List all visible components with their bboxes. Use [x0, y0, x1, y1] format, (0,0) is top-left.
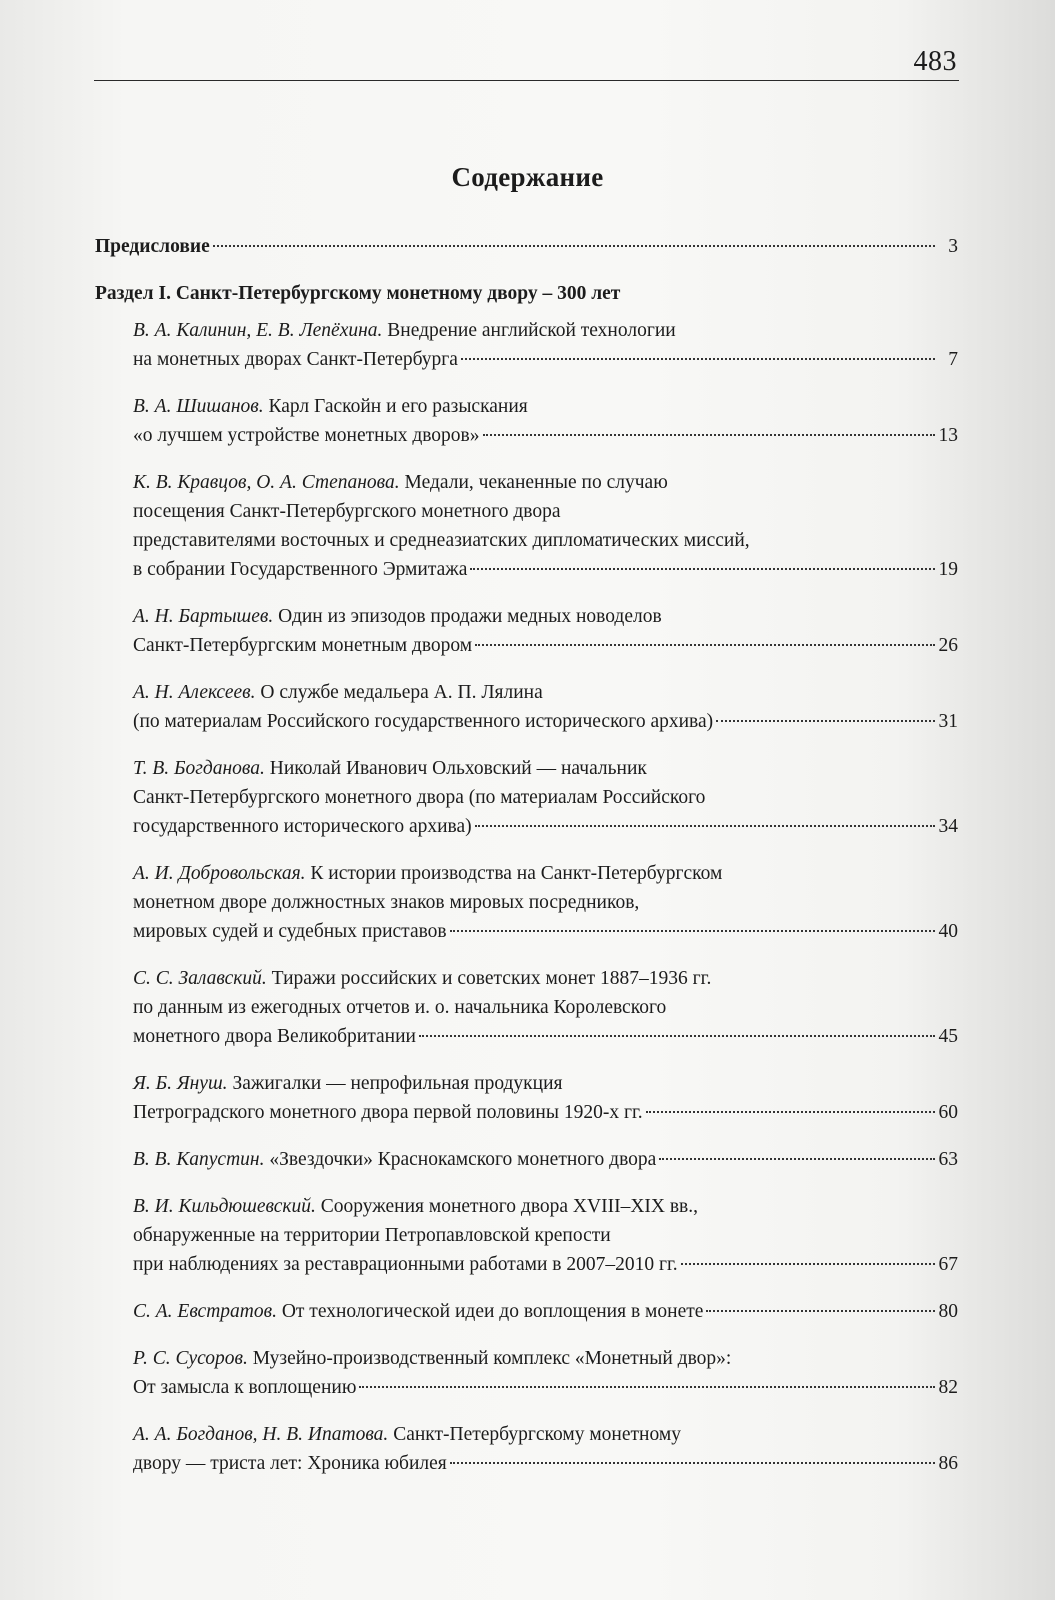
- preface-label: Предисловие: [95, 236, 210, 257]
- toc-entry-line: [133, 888, 958, 917]
- toc-entry-title: Сооружения монетного двора XVIII–XIX вв.,: [320, 1196, 699, 1217]
- toc-entry-title: мировых судей и судебных приставов: [133, 921, 447, 942]
- toc-entry-author: К. В. Кравцов, О. А. Степанова.: [133, 472, 400, 493]
- preface-page: 3: [948, 236, 958, 257]
- toc-entry[interactable]: [95, 1192, 958, 1279]
- toc-entry-line: [133, 783, 958, 812]
- toc-entry-author: Р. С. Сусоров.: [133, 1348, 248, 1369]
- toc-entry-line: [133, 1221, 958, 1250]
- dot-leader: [475, 825, 935, 827]
- toc-entry-title: монетном дворе должностных знаков мировых посредников,: [133, 892, 640, 913]
- toc-entry-title: О службе медальера А. П. Лялина: [260, 682, 543, 703]
- toc-entry-title: «о лучшем устройстве монетных дворов»: [133, 425, 480, 446]
- toc-entry-line: [133, 497, 958, 526]
- toc-entry-author: С. С. Залавский.: [133, 968, 267, 989]
- toc-entry-title: Санкт-Петербургскому монетному: [393, 1424, 681, 1445]
- toc-entry-page: 31: [938, 711, 958, 732]
- toc-entry-line: [133, 859, 958, 888]
- toc-entry-title: Санкт-Петербургским монетным двором: [133, 635, 473, 656]
- toc-entry[interactable]: [95, 859, 958, 946]
- toc-entry-line: [133, 1449, 958, 1478]
- page-title: Содержание: [451, 162, 604, 192]
- toc-entry-page: 82: [938, 1377, 958, 1398]
- toc-entry-title: К истории производства на Санкт-Петербургском: [310, 863, 723, 884]
- toc-entry-author: Т. В. Богданова.: [133, 758, 265, 779]
- dot-leader: [716, 720, 935, 722]
- toc-entry-title: Музейно-производственный комплекс «Монетный двор»:: [252, 1348, 732, 1369]
- header-rule: [94, 80, 959, 81]
- page-number: 483: [913, 46, 957, 77]
- toc-entry-author: А. Н. Алексеев.: [133, 682, 256, 703]
- toc-entry-line: [133, 1098, 958, 1127]
- toc-entry-title: Петроградского монетного двора первой половины 1920-х гг.: [133, 1102, 643, 1123]
- toc-entry-line: [133, 1145, 958, 1174]
- toc-entry-line: [133, 1022, 958, 1051]
- dot-leader: [475, 644, 935, 646]
- toc-entry-line: [133, 993, 958, 1022]
- toc-entry-page: 19: [938, 559, 958, 580]
- dot-leader: [359, 1386, 935, 1388]
- dot-leader: [706, 1310, 935, 1312]
- toc-entry-author: Я. Б. Януш.: [133, 1073, 228, 1094]
- toc-entry-line: [133, 678, 958, 707]
- toc-entry[interactable]: [95, 1069, 958, 1127]
- toc-entry-author: С. А. Евстратов.: [133, 1301, 277, 1322]
- toc-entry-title: От технологической идеи до воплощения в монете: [281, 1301, 704, 1322]
- toc-entry-line: [133, 526, 958, 555]
- toc-entry-page: 80: [938, 1301, 958, 1322]
- toc-entry-author: В. В. Капустин.: [133, 1149, 265, 1170]
- toc-entry-author: В. И. Кильдюшевский.: [133, 1196, 316, 1217]
- toc-entry-line: [133, 1344, 958, 1373]
- toc-entry-title: на монетных дворах Санкт-Петербурга: [133, 349, 458, 370]
- toc-entry-title: От замысла к воплощению: [133, 1377, 357, 1398]
- toc-entry-title: «Звездочки» Краснокамского монетного двора: [269, 1149, 657, 1170]
- toc-entry-line: [133, 1069, 958, 1098]
- toc-preface[interactable]: [95, 232, 958, 261]
- toc-entry-title: при наблюдениях за реставрационными работами в 2007–2010 гг.: [133, 1254, 678, 1275]
- toc-entry-line: [133, 812, 958, 841]
- toc-entry-page: 67: [938, 1254, 958, 1275]
- toc-entry-author: А. И. Добровольская.: [133, 863, 306, 884]
- toc-entry-line: [133, 1420, 958, 1449]
- dot-leader: [419, 1035, 935, 1037]
- toc-entry-page: 45: [938, 1026, 958, 1047]
- toc-entry-page: 40: [938, 921, 958, 942]
- toc-entry-title: монетного двора Великобритании: [133, 1026, 416, 1047]
- toc-entry-line: [133, 345, 958, 374]
- toc-entry-line: [133, 1192, 958, 1221]
- toc-entry-title: обнаруженные на территории Петропавловской крепости: [133, 1225, 611, 1246]
- toc-entry-title: в собрании Государственного Эрмитажа: [133, 559, 468, 580]
- toc-entry-line: [133, 468, 958, 497]
- toc-entry-author: А. А. Богданов, Н. В. Ипатова.: [133, 1424, 389, 1445]
- toc-entry-line: [133, 421, 958, 450]
- dot-leader: [681, 1263, 935, 1265]
- toc-entry-line: [133, 1373, 958, 1402]
- toc-entry-line: [133, 754, 958, 783]
- dot-leader: [461, 358, 935, 360]
- dot-leader: [470, 568, 935, 570]
- toc-entry[interactable]: [95, 1297, 958, 1326]
- toc-entry-title: представителями восточных и среднеазиатских дипломатических миссий,: [133, 530, 750, 551]
- dot-leader: [450, 1462, 935, 1464]
- toc-entry-line: [133, 316, 958, 345]
- toc-entry[interactable]: [95, 468, 958, 584]
- toc-entry-title: Николай Иванович Ольховский — начальник: [269, 758, 647, 779]
- toc-entry[interactable]: [95, 602, 958, 660]
- toc-entry-title: по данным из ежегодных отчетов и. о. начальника Королевского: [133, 997, 667, 1018]
- dot-leader: [659, 1158, 935, 1160]
- toc-entry-line: [133, 964, 958, 993]
- toc-entry-title: двору — триста лет: Хроника юбилея: [133, 1453, 447, 1474]
- toc-entry[interactable]: [95, 1420, 958, 1478]
- toc-entry-title: Санкт-Петербургского монетного двора (по материалам Российского: [133, 787, 706, 808]
- dot-leader: [213, 245, 935, 247]
- toc-entry-line: [133, 602, 958, 631]
- section-label: Раздел I. Санкт-Петербургскому монетному двору – 300 лет: [95, 283, 621, 304]
- toc-entry-page: 63: [938, 1149, 958, 1170]
- toc-entry-title: Один из эпизодов продажи медных новоделов: [278, 606, 662, 627]
- table-of-contents: [95, 232, 958, 1496]
- toc-entry-title: посещения Санкт-Петербургского монетного двора: [133, 501, 561, 522]
- toc-section-heading: [95, 279, 958, 308]
- toc-entry-line: [133, 392, 958, 421]
- toc-entry-line: [133, 555, 958, 584]
- toc-entry-title: Медали, чеканенные по случаю: [404, 472, 668, 493]
- toc-entry-author: А. Н. Бартышев.: [133, 606, 274, 627]
- toc-entry-page: 7: [948, 349, 958, 370]
- toc-entry[interactable]: [95, 1145, 958, 1174]
- dot-leader: [483, 434, 935, 436]
- toc-entries: [95, 316, 958, 1478]
- toc-entry-title: Внедрение английской технологии: [387, 320, 676, 341]
- dot-leader: [646, 1111, 935, 1113]
- toc-entry-page: 13: [938, 425, 958, 446]
- toc-entry-page: 34: [938, 816, 958, 837]
- toc-entry-title: Карл Гаскойн и его разыскания: [268, 396, 528, 417]
- toc-entry-page: 86: [938, 1453, 958, 1474]
- toc-entry-author: В. А. Калинин, Е. В. Лепёхина.: [133, 320, 383, 341]
- toc-entry-title: государственного исторического архива): [133, 816, 472, 837]
- dot-leader: [450, 930, 935, 932]
- toc-entry[interactable]: [95, 316, 958, 374]
- toc-entry[interactable]: [95, 754, 958, 841]
- toc-entry-line: [133, 1250, 958, 1279]
- toc-entry-line: [133, 917, 958, 946]
- toc-entry-title: (по материалам Российского государственного исторического архива): [133, 711, 714, 732]
- toc-entry[interactable]: [95, 964, 958, 1051]
- toc-entry-line: [133, 631, 958, 660]
- toc-entry-title: Тиражи российских и советских монет 1887–1936 гг.: [271, 968, 712, 989]
- toc-entry-author: В. А. Шишанов.: [133, 396, 264, 417]
- toc-entry-line: [133, 1297, 958, 1326]
- toc-entry-page: 26: [938, 635, 958, 656]
- toc-entry-page: 60: [938, 1102, 958, 1123]
- toc-entry[interactable]: [95, 392, 958, 450]
- toc-entry[interactable]: [95, 678, 958, 736]
- toc-entry[interactable]: [95, 1344, 958, 1402]
- toc-entry-title: Зажигалки — непрофильная продукция: [232, 1073, 563, 1094]
- toc-entry-line: [133, 707, 958, 736]
